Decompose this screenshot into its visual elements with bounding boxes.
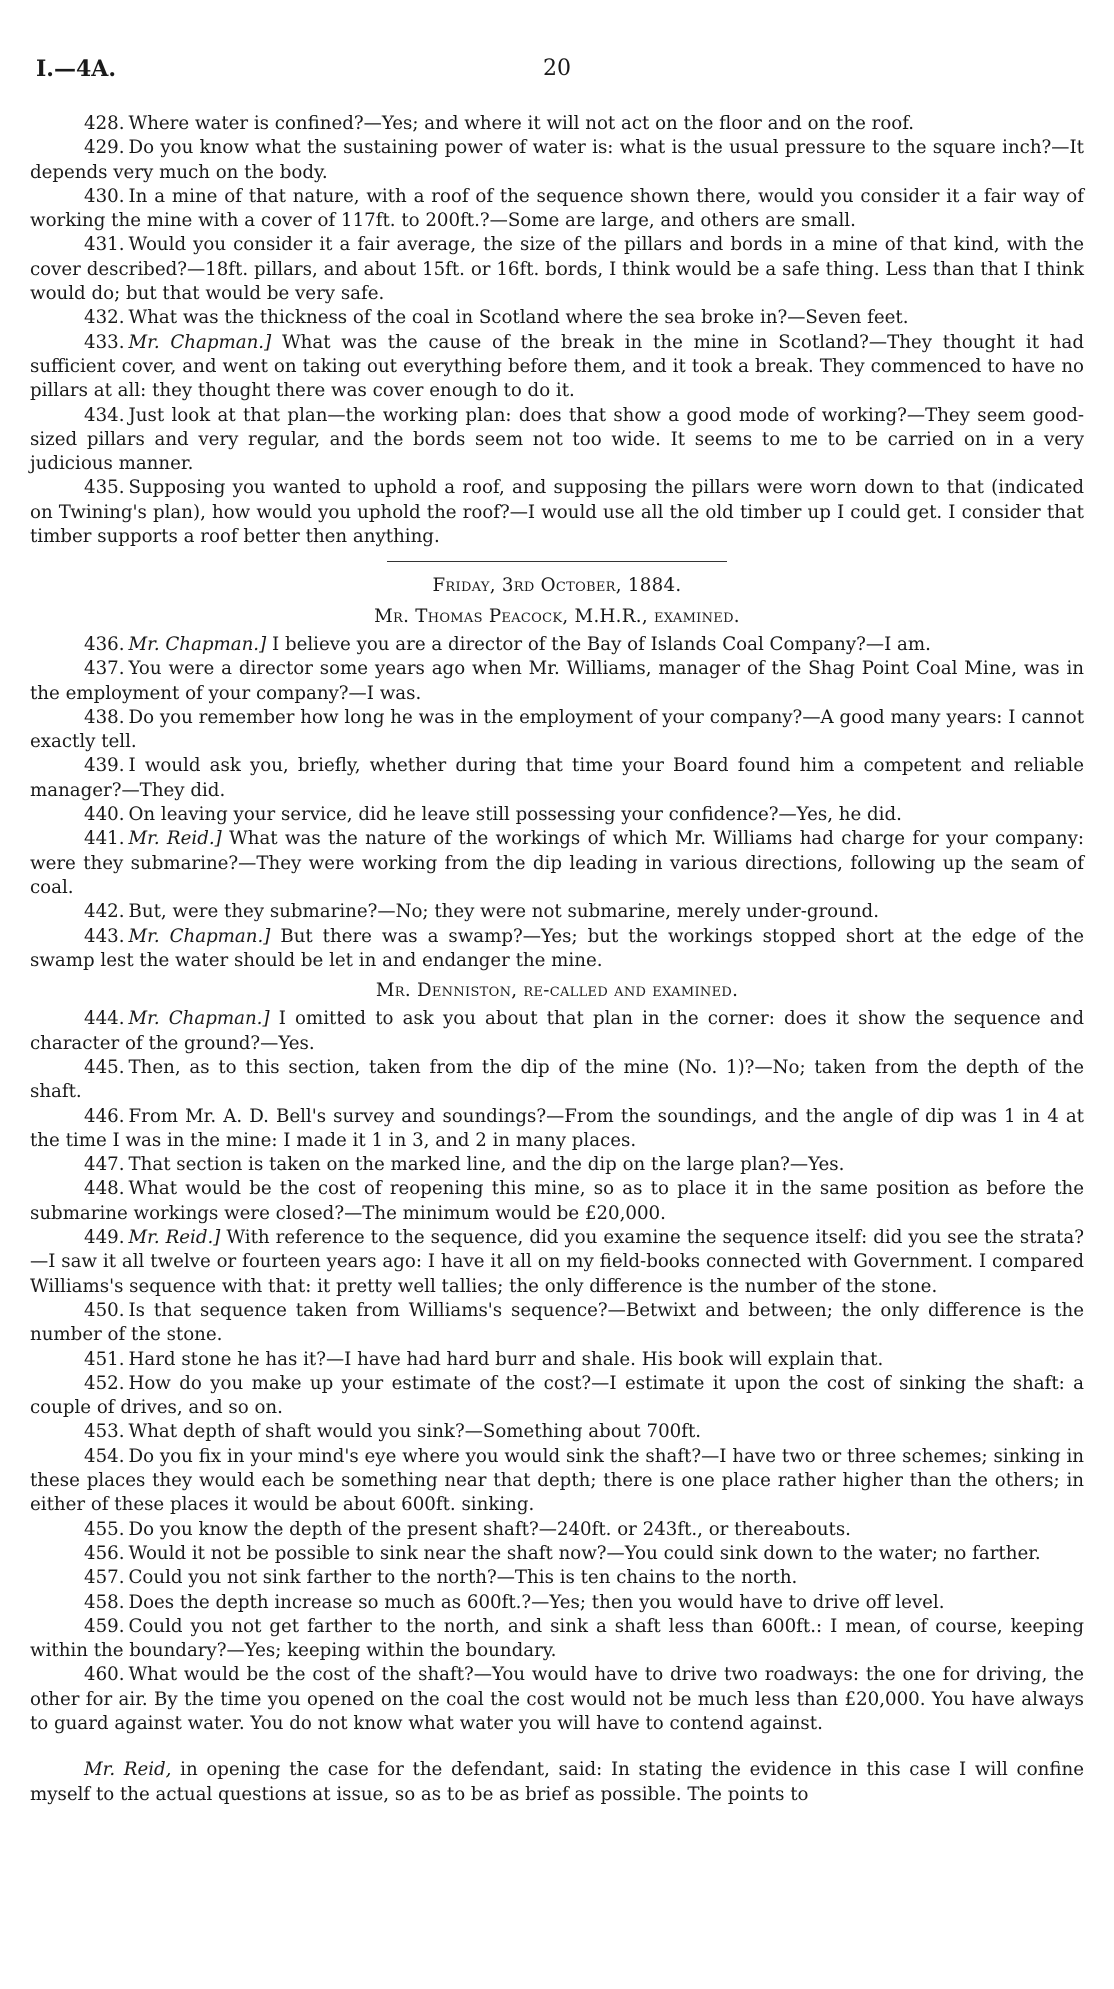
question-paragraph	[30, 1420, 1084, 1444]
question-text: Then, as to this section, taken from the dip of the mine (No. 1)?—No; taken from the depth of the shaft.	[30, 1056, 1084, 1103]
document-reference: I.—4A.	[36, 56, 116, 82]
question-text: Just look at that plan—the working plan: does that show a good mode of working?—They seem good-sized pillars and very regular, and the bords seem not too wide. It seems to me to be carried on in a very judicious manner.	[30, 404, 1084, 475]
question-paragraph	[30, 1542, 1084, 1566]
question-number: 457.	[84, 1567, 125, 1589]
question-text: What was the cause of the break in the mine in Scotland?—They thought it had sufficient cover, and went on taking out everything before them, and it took a break. They commenced to have no pillars at all: they thought there was cover enough to do it.	[30, 331, 1084, 402]
question-number: 438.	[84, 706, 125, 728]
question-paragraph	[30, 185, 1084, 234]
speaker-name: Mr. Chapman.]	[128, 633, 267, 655]
question-text: What would be the cost of the shaft?—You would have to drive two roadways: the one for driving, the other for air. By the time you opened on the coal the cost would not be much less than £20,000. You have always to guard against water. You do not know what water you will have to contend against.	[30, 1664, 1084, 1734]
question-text: In a mine of that nature, with a roof of the sequence shown there, would you consider it a fair way of working the mine with a cover of 117ft. to 200ft.?—Some are large, and others are small.	[30, 185, 1084, 232]
qa-section-1	[30, 112, 1084, 549]
question-number: 455.	[84, 1518, 125, 1540]
question-paragraph	[30, 1518, 1084, 1542]
page-header	[30, 48, 1084, 88]
question-paragraph	[30, 633, 1084, 657]
question-number: 443.	[84, 925, 125, 947]
question-paragraph	[30, 1105, 1084, 1154]
question-text: Do you know the depth of the present shaft?—240ft. or 243ft., or thereabouts.	[128, 1518, 851, 1540]
page-body	[30, 112, 1084, 1807]
question-number: 447.	[84, 1154, 125, 1176]
question-number: 439.	[84, 755, 125, 777]
question-paragraph	[30, 1566, 1084, 1590]
question-number: 432.	[84, 307, 125, 329]
question-number: 456.	[84, 1542, 125, 1564]
section-divider	[387, 561, 727, 562]
question-paragraph	[30, 803, 1084, 827]
question-number: 441.	[84, 828, 125, 850]
question-text: What was the nature of the workings of which Mr. Williams had charge for your company: were they submarine?—They were working from the dip leading in various directions, following up the seam of coal.	[30, 828, 1084, 898]
question-number: 450.	[84, 1299, 125, 1321]
closing-paragraph	[30, 1758, 1084, 1807]
question-text: Could you not sink farther to the north?—This is ten chains to the north.	[128, 1567, 798, 1589]
speaker-name: Mr. Chapman.]	[128, 331, 272, 353]
qa-section-3	[30, 1007, 1084, 1736]
question-number: 428.	[84, 113, 125, 134]
speaker-name: Mr. Chapman.]	[128, 1008, 270, 1030]
question-number: 437.	[84, 658, 125, 680]
closing-speaker: Mr. Reid,	[84, 1759, 172, 1781]
question-text: Do you know what the sustaining power of water is: what is the usual pressure to the square inch?—It depends very much on the body.	[30, 137, 1084, 183]
question-text: I would ask you, briefly, whether during that time your Board found him a competent and reliable manager?—They did.	[30, 755, 1084, 801]
question-paragraph	[30, 1153, 1084, 1177]
question-number: 459.	[84, 1615, 125, 1637]
page-number: 20	[543, 56, 571, 81]
closing-text: in opening the case for the defendant, said: In stating the evidence in this case I will confine myself to the actual questions at issue, so as to be as brief as possible. The points to	[30, 1759, 1084, 1805]
question-paragraph	[30, 1007, 1084, 1056]
qa-section-2	[30, 633, 1084, 973]
question-number: 448.	[84, 1178, 125, 1200]
question-text: What depth of shaft would you sink?—Something about 700ft.	[128, 1421, 702, 1443]
question-number: 452.	[84, 1372, 125, 1394]
question-text: I believe you are a director of the Bay of Islands Coal Company?—I am.	[271, 633, 931, 655]
question-text: I omitted to ask you about that plan in the corner: does it show the sequence and character of the ground?—Yes.	[30, 1008, 1084, 1054]
question-paragraph	[30, 1372, 1084, 1421]
question-text: Do you remember how long he was in the employment of your company?—A good many years: I cannot exactly tell.	[30, 706, 1084, 753]
question-paragraph	[30, 706, 1084, 755]
question-number: 429.	[84, 137, 125, 159]
question-text: What would be the cost of reopening this mine, so as to place it in the same position as before the submarine workings were closed?—The minimum would be £20,000.	[30, 1178, 1084, 1224]
question-paragraph	[30, 1056, 1084, 1105]
question-paragraph	[30, 657, 1084, 706]
question-number: 430.	[84, 185, 125, 207]
question-number: 449.	[84, 1227, 125, 1249]
question-number: 444.	[84, 1008, 125, 1030]
question-text: Do you fix in your mind's eye where you would sink the shaft?—I have two or three schemes; sinking in these places they would each be something near that depth; there is one place rather higher than the others; in either of these places it would be about 600ft. sinking.	[30, 1445, 1084, 1516]
question-text: On leaving your service, did he leave still possessing your confidence?—Yes, he did.	[128, 804, 902, 826]
question-text: How do you make up your estimate of the cost?—I estimate it upon the cost of sinking the shaft: a couple of drives, and so on.	[30, 1372, 1084, 1419]
question-number: 431.	[84, 234, 125, 256]
question-number: 440.	[84, 804, 125, 826]
question-number: 458.	[84, 1591, 125, 1613]
question-paragraph	[30, 1348, 1084, 1372]
question-text: You were a director some years ago when Mr. Williams, manager of the Shag Point Coal Mine, was in the employment of your company?—I was.	[30, 658, 1084, 704]
question-text: Where water is confined?—Yes; and where it will not act on the floor and on the roof.	[128, 113, 915, 134]
question-paragraph	[30, 306, 1084, 330]
question-paragraph	[30, 1663, 1084, 1736]
question-text: Supposing you wanted to uphold a roof, and supposing the pillars were worn down to that (indicated on Twining's plan), how would you uphold the roof?—I would use all the old timber up I could get. I consider that timber supports a roof better then anything.	[30, 477, 1084, 548]
question-paragraph	[30, 476, 1084, 549]
question-text: Would it not be possible to sink near the shaft now?—You could sink down to the water; no farther.	[128, 1542, 1041, 1564]
date-heading: Friday, 3rd October, 1884.	[432, 575, 682, 597]
question-paragraph	[30, 1615, 1084, 1664]
witness-heading-denniston: Mr. Denniston, re-called and examined.	[375, 980, 739, 1002]
question-number: 460.	[84, 1664, 125, 1686]
question-text: Hard stone he has it?—I have had hard burr and shale. His book will explain that.	[128, 1348, 884, 1370]
question-paragraph	[30, 1591, 1084, 1615]
question-number: 445.	[84, 1056, 125, 1078]
question-paragraph	[30, 1299, 1084, 1348]
question-text: That section is taken on the marked line, and the dip on the large plan?—Yes.	[128, 1154, 845, 1176]
question-text: But there was a swamp?—Yes; but the workings stopped short at the edge of the swamp lest the water should be let in and endanger the mine.	[30, 925, 1084, 971]
question-text: Would you consider it a fair average, the size of the pillars and bords in a mine of that kind, with the cover described?—18ft. pillars, and about 15ft. or 16ft. bords, I think would be a safe thing. Less than that I think would do; but that would be very safe.	[30, 234, 1084, 305]
question-paragraph	[30, 404, 1084, 477]
question-paragraph	[30, 1177, 1084, 1226]
witness-heading-peacock: Mr. Thomas Peacock, M.H.R., examined.	[374, 605, 740, 627]
speaker-name: Mr. Reid.]	[128, 828, 222, 850]
question-text: Could you not get farther to the north, and sink a shaft less than 600ft.: I mean, of course, keeping within the boundary?—Yes; keeping within the boundary.	[30, 1615, 1084, 1662]
question-number: 436.	[84, 633, 125, 655]
question-paragraph	[30, 112, 1084, 136]
question-number: 434.	[84, 404, 125, 426]
question-text: Does the depth increase so much as 600ft.?—Yes; then you would have to drive off level.	[128, 1591, 945, 1613]
speaker-name: Mr. Chapman.]	[128, 925, 271, 947]
question-text: From Mr. A. D. Bell's survey and soundings?—From the soundings, and the angle of dip was 1 in 4 at the time I was in the mine: I made it 1 in 3, and 2 in many places.	[30, 1105, 1084, 1151]
question-paragraph	[30, 1445, 1084, 1518]
question-text: With reference to the sequence, did you examine the sequence itself: did you see the strata?—I saw it all twelve or fourteen years ago: I have it all on my field-books connected with Government. I compared Williams's sequence with that: it pretty well tallies; the only difference is the number of the stone.	[30, 1227, 1084, 1297]
question-number: 442.	[84, 901, 125, 923]
question-paragraph	[30, 754, 1084, 803]
question-number: 453.	[84, 1421, 125, 1443]
question-number: 454.	[84, 1445, 125, 1467]
question-paragraph	[30, 331, 1084, 404]
question-number: 433.	[84, 331, 125, 353]
question-paragraph	[30, 827, 1084, 900]
question-paragraph	[30, 900, 1084, 924]
question-text: What was the thickness of the coal in Scotland where the sea broke in?—Seven feet.	[128, 307, 909, 329]
question-number: 446.	[84, 1105, 125, 1127]
question-paragraph	[30, 136, 1084, 185]
question-text: But, were they submarine?—No; they were not submarine, merely under-ground.	[128, 901, 879, 923]
question-paragraph	[30, 233, 1084, 306]
question-paragraph	[30, 1226, 1084, 1299]
question-paragraph	[30, 925, 1084, 974]
question-number: 451.	[84, 1348, 125, 1370]
question-number: 435.	[84, 477, 125, 499]
speaker-name: Mr. Reid.]	[128, 1227, 221, 1249]
question-text: Is that sequence taken from Williams's sequence?—Betwixt and between; the only difference is the number of the stone.	[30, 1299, 1084, 1346]
